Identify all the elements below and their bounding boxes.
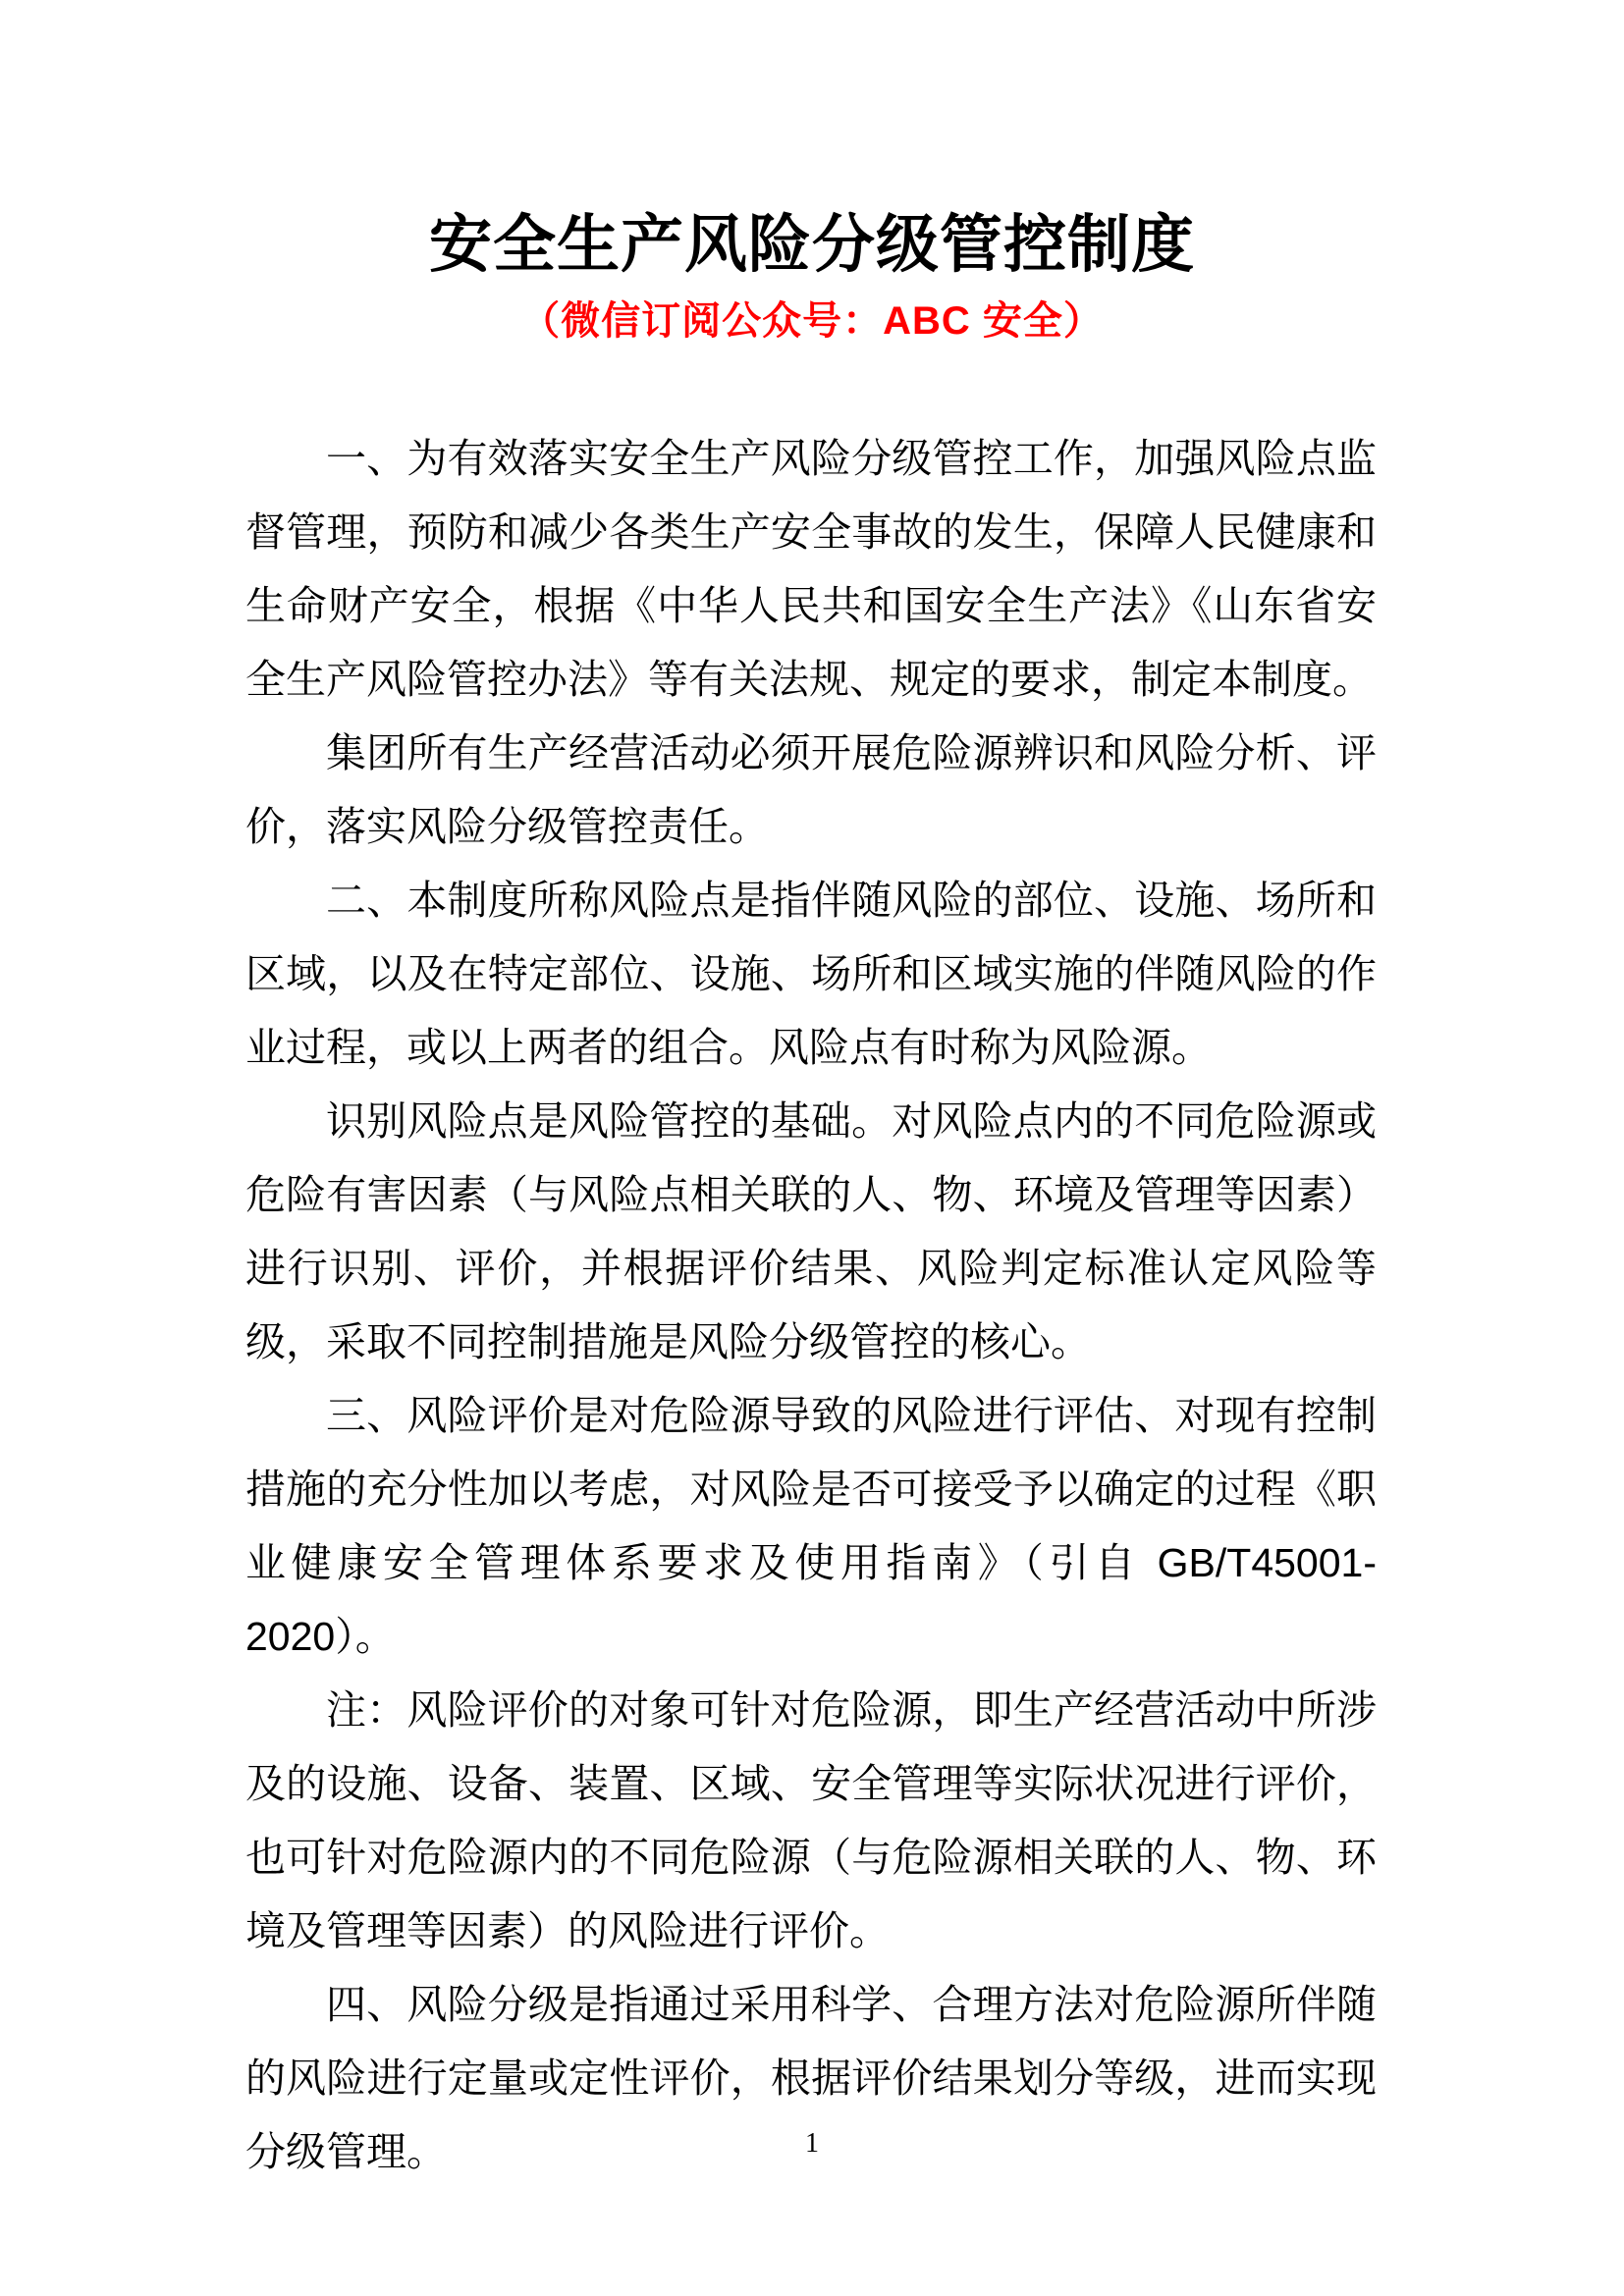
- document-subtitle: （微信订阅公众号：ABC 安全）: [520, 299, 1104, 343]
- document-title: 安全生产风险分级管控制度: [429, 209, 1195, 280]
- paragraph: 识别风险点是风险管控的基础。对风险点内的不同危险源或危险有害因素（与风险点相关联的人、物、环境及管理等因素）进行识别、评价，并根据评价结果、风险判定标准认定风险等级，采取不同控制措施是风险分级管控的核心。: [245, 1098, 1377, 1364]
- paragraph: 一、为有效落实安全生产风险分级管控工作，加强风险点监督管理，预防和减少各类生产安全事故的发生，保障人民健康和生命财产安全，根据《中华人民共和国安全生产法》《山东省安全生产风险管控办法》等有关法规、规定的要求，制定本制度。: [245, 436, 1377, 702]
- page-number: 1: [805, 2128, 819, 2159]
- paragraph: 二、本制度所称风险点是指伴随风险的部位、设施、场所和区域，以及在特定部位、设施、场所和区域实施的伴随风险的作业过程，或以上两者的组合。风险点有时称为风险源。: [245, 878, 1377, 1070]
- paragraph: 注：风险评价的对象可针对危险源，即生产经营活动中所涉及的设施、设备、装置、区域、安全管理等实际状况进行评价，也可针对危险源内的不同危险源（与危险源相关联的人、物、环境及管理等因素）的风险进行评价。: [245, 1687, 1377, 1953]
- paragraph: 集团所有生产经营活动必须开展危险源辨识和风险分析、评价，落实风险分级管控责任。: [245, 730, 1377, 849]
- document-body: [245, 422, 1377, 2189]
- paragraph: 三、风险评价是对危险源导致的风险进行评估、对现有控制措施的充分性加以考虑，对风险是否可接受予以确定的过程《职业健康安全管理体系要求及使用指南》（引自 GB/T45001-2020）。: [245, 1393, 1377, 1659]
- paragraph: 四、风险分级是指通过采用科学、合理方法对危险源所伴随的风险进行定量或定性评价，根据评价结果划分等级，进而实现分级管理。: [245, 1982, 1377, 2174]
